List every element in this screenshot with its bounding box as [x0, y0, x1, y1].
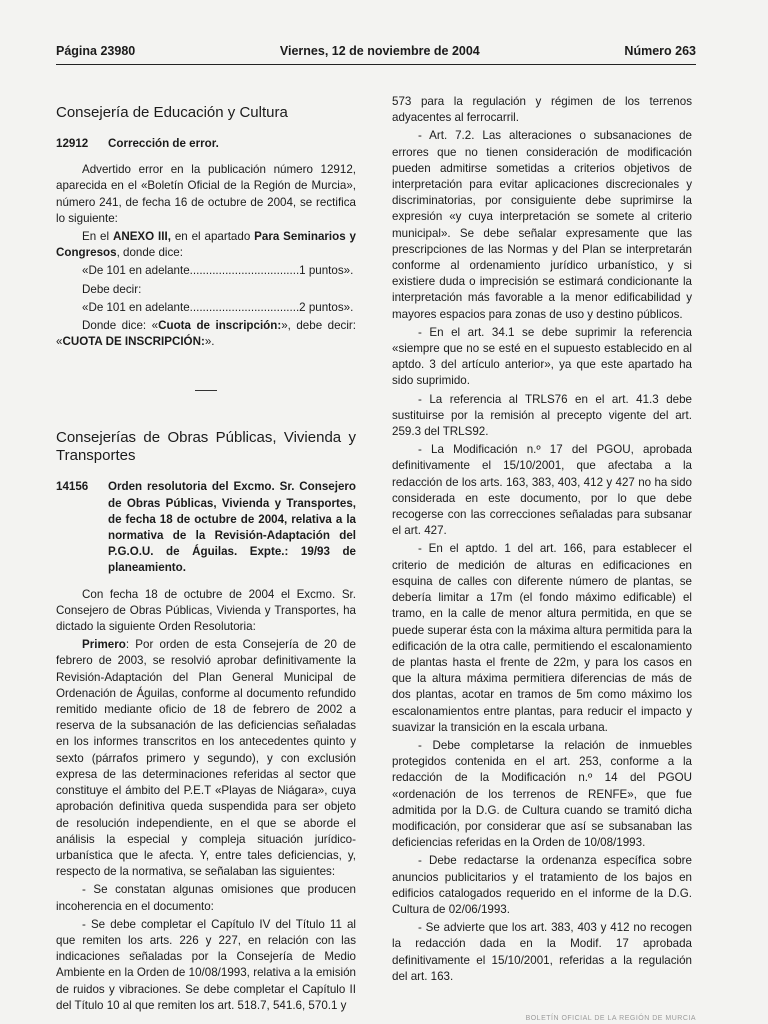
paragraph: Con fecha 18 de octubre de 2004 el Excmo. Sr. Consejero de Obras Públicas, Vivienda y Transportes, ha dictado la siguiente Orden Resolutoria:: [56, 587, 356, 634]
paragraph: Donde dice: «Cuota de inscripción:», debe decir: «CUOTA DE INSCRIPCIÓN:».: [56, 319, 356, 349]
issue-date: Viernes, 12 de noviembre de 2004: [279, 44, 480, 58]
paragraph: - La referencia al TRLS76 en el art. 41.3 debe sustituirse por la remisión al precepto vigente del art. 259.3 del TRLS92.: [392, 392, 692, 439]
paragraph: «De 101 en adelante..................................2 puntos».: [82, 300, 354, 314]
paragraph: - Se advierte que los art. 383, 403 y 412 no recogen la redacción dada en la Modif. 17 aprobada definitivamente el 15/10/2001, referidas a la regulación del art. 163.: [392, 921, 692, 983]
entry-number: 14156: [56, 480, 89, 494]
paragraph: - En el art. 34.1 se debe suprimir la referencia «siempre que no se esté en el supuesto establecido en al aptdo. 3 del artículo anterior», ya que este apartado ha sido suprimido.: [392, 325, 692, 388]
paragraph: - La Modificación n.º 17 del PGOU, aprobada definitivamente el 15/10/2001, que afectaba a la redacción de los arts. 163, 383, 403, 412 y 427 no ha sido considerada en este documento, por lo que debe recogerse con las correcciones señaladas para subsanar el art. 427.: [392, 443, 692, 538]
issue-number: Número 263: [624, 44, 696, 58]
section-title-educacion: Consejería de Educación y Cultura: [56, 104, 288, 121]
entry-header-14156: [56, 479, 356, 576]
paragraph: - Debe redactarse la ordenanza específica sobre anuncios publicitarios y el tratamiento de los bajos en edificios catalogados requerido en el informe de la D.G. Cultura de 02/06/1993.: [392, 854, 692, 916]
paragraph: - Art. 7.2. Las alteraciones o subsanaciones de errores que no tienen consideración de modificación pueden admitirse sometidas a criterios objetivos de interpretación para evitar aplicaciones discrecionales y discriminatorias, por consiguiente debe suprimirse la expresión «y cuya interpretación se somete al criterio municipal». Se debe señalar expresamente que las prescripciones de las Normas y del Plan se interpretarán conforme al ordenamiento jurídico urbanístico, y si existiere duda o imprecisión se estimará condicionante la interpretación más favorable a la menor edificabilidad y mayores espacios para zonas de uso y destino públicos.: [392, 129, 692, 321]
right-column: [392, 94, 692, 987]
paragraph: «De 101 en adelante..................................1 puntos».: [82, 264, 354, 278]
paragraph: Debe decir:: [82, 282, 142, 296]
section-title-obras-publicas: Consejerías de Obras Públicas, Vivienda y Transportes: [56, 429, 356, 465]
page-number: Página 23980: [56, 44, 136, 58]
paragraph: 573 para la regulación y régimen de los terrenos adyacentes al ferrocarril.: [392, 95, 692, 125]
paragraph: - Debe completarse la relación de inmuebles protegidos contenida en el art. 253, conforme a la redacción de la Modificación n.º 14 del PGOU «ordenación de los terrenos de RENFE», que fue admitida por la D.G. de Cultura cuando se tramitó dicha modificación, por considerar que así se subsanaban las deficiencias referidas en la Orden de 10/08/1993.: [392, 738, 692, 850]
paragraph: - Se debe completar el Capítulo IV del Título 11 al que remiten los arts. 226 y 227, en relación con las indicaciones señaladas por la Consejería de Medio Ambiente en la Orden de 10/08/1993, relativa a la emisión de ruidos y vibraciones. Se debe completar el Capítulo II del Título 10 al que remiten los art. 518.7, 541.6, 570.1 y: [56, 917, 356, 1012]
entry-title: Orden resolutoria del Excmo. Sr. Consejero de Obras Públicas, Vivienda y Transportes, de fecha 18 de octubre de 2004, relativa a la normativa de la Revisión-Adaptación del P.G.O.U. de Águilas. Expte.: 19/93 de planeamiento.: [108, 480, 356, 575]
paragraph: Primero: Por orden de esta Consejería de 20 de febrero de 2003, se resolvió aprobar definitivamente la Revisión-Adaptación del Plan General Municipal de Ordenación de Águilas, conforme al documento refundido remitido mediante oficio de 18 de febrero de 2002 a reserva de la subsanación de las deficiencias señaladas en los informes transcritos en los antecedentes quinto y sexto (párrafos primero y segundo), y con exclusión expresa de las determinaciones referidas al sector que constituye el ámbito del P.E.T «Playas de Niágara», cuya aprobación definitiva queda suspendida para ser objeto de resolución independiente, en el que se aborde el análisis la especial y compleja situación jurídico-urbanística que le afecta. Y, entre tales deficiencias, y, respecto de la normativa, se señalaban las siguientes:: [56, 638, 356, 879]
paragraph: - En el aptdo. 1 del art. 166, para establecer el criterio de medición de alturas en edificaciones en esquina de calles con diferente número de plantas, se debería limitar a 17m (el fondo máximo edificable) el tramo, en la calle de menor altura permitida, en que se puede superar ésta con la máxima altura permitida para la edificación de la otra calle, permitiendo el escalonamiento de plantas hasta el frente de 22m, y para los casos en que la altura máxima permitiera diferencias de más de dos plantas, acotar en tramos de 5m como máximo los escalonamientos entre plantas, para reducir el impacto y suavizar la transición en la escala urbana.: [392, 542, 692, 734]
entry-header-12912: [56, 136, 356, 152]
paragraph: - Se constatan algunas omisiones que producen incoherencia en el documento:: [56, 883, 356, 913]
paragraph: Advertido error en la publicación número 12912, aparecida en el «Boletín Oficial de la Región de Murcia», número 241, de fecha 16 de octubre de 2004, se rectifica lo siguiente:: [56, 163, 356, 225]
entry-number: 12912: [56, 137, 89, 150]
entry-title: Corrección de error.: [108, 137, 219, 150]
paragraph: En el ANEXO III, en el apartado Para Seminarios y Congresos, donde dice:: [56, 230, 356, 260]
footer-mark: BOLETÍN OFICIAL DE LA REGIÓN DE MURCIA: [525, 1015, 696, 1022]
section-separator: [195, 390, 217, 391]
left-column: [56, 96, 356, 1016]
page-header: [56, 44, 696, 65]
